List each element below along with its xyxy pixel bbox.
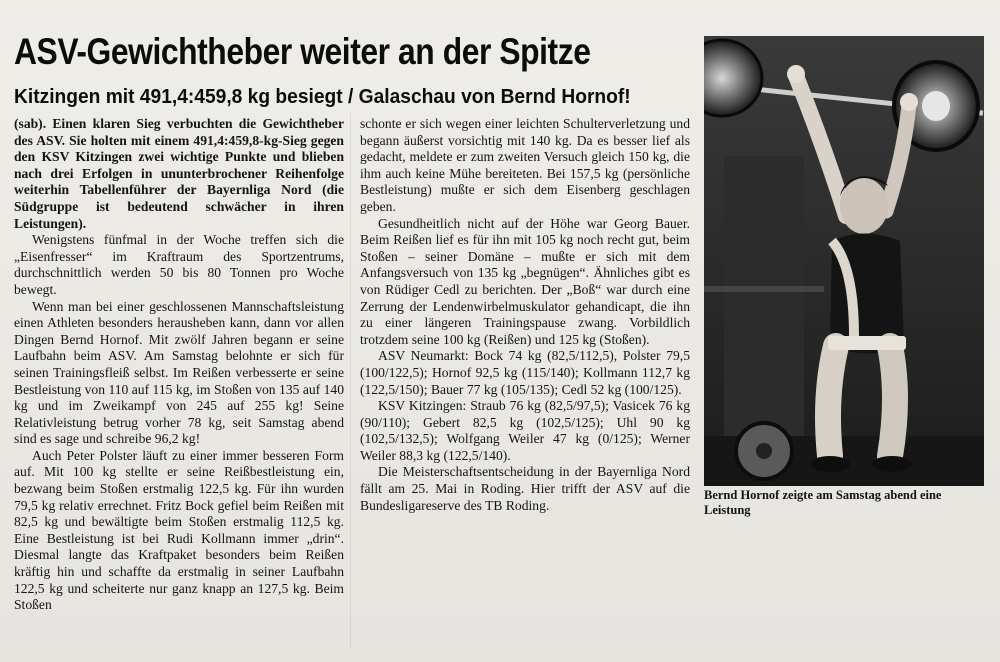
results-kitzingen: KSV Kitzingen: Straub 76 kg (82,5/97,5); Vasicek 76 kg (90/110); Gebert 82,5 kg (102,5/125); Uhl 90 kg (102,5/132,5); Wolfgang Weiler 47 kg (0/125); Werner Weiler 88,3 kg (122,5/140). bbox=[360, 398, 690, 463]
article-lead-paragraph: (sab). Einen klaren Sieg verbuchten die Gewichtheber des ASV. Sie holten mit einem 491,4:459,8-kg-Sieg gegen den KSV Kitzingen zwei wichtige Punkte und blieben nach drei Erfolgen in ununterbrochener Reihenfolge weiterhin Tabellenführer der Bayernliga Nord (die Südgruppe ist bedeutend schwächer in ihren Leistungen). bbox=[14, 116, 344, 231]
weightlifter-photo bbox=[704, 36, 984, 486]
column-divider bbox=[350, 110, 351, 650]
article-paragraph: Wenigstens fünfmal in der Woche treffen sich die „Eisenfresser“ im Kraftraum des Sportzentrums, durchschnittlich werden 50 bis 80 Tonnen pro Woche bewegt. bbox=[14, 232, 344, 297]
article-paragraph: Auch Peter Polster läuft zu einer immer besseren Form auf. Mit 100 kg stellte er seine Reißbestleistung ein, bezwang beim Stoßen erstmalig 122,5 kg. Für ihn wurden 79,5 kg relativ errechnet. Fritz Bock gefiel beim Reißen mit 82,5 kg und bewältigte beim Stoßen erstmalig 112,5 kg. Eine Bestleistung ist bei Rudi Kollmann immer „drin“. Diesmal langte das Kraftpaket besonders beim Reißen kräftig hin und schaffte da erstmalig in seiner Laufbahn 122,5 kg und scheiterte nur ganz knapp an 127,5 kg. Beim Stoßen bbox=[14, 447, 344, 613]
photo-caption: Bernd Hornof zeigte am Samstag abend eine Leistung bbox=[704, 488, 942, 517]
article-paragraph: Gesundheitlich nicht auf der Höhe war Georg Bauer. Beim Reißen lief es für ihn mit 105 kg noch recht gut, beim Stoßen – seiner Domäne – mußte er sich mit dem Anfangsversuch von 135 kg „begnügen“. Ähnliches gibt es von Rüdiger Cedl zu berichten. Der „Boß“ war durch eine Zerrung der Lendenwirbelmuskulator gehandicapt, die ihn zu einer längeren Trainingspause zwang. Vorbildlich trotzdem seine 100 kg (Reißen) und 125 kg (Stoßen). bbox=[360, 215, 690, 347]
article-column-left bbox=[14, 116, 344, 614]
article-headline: ASV-Gewichtheber weiter an der Spitze bbox=[14, 31, 591, 72]
article-paragraph: Die Meisterschaftsentscheidung in der Bayernliga Nord fällt am 25. Mai in Roding. Hier trifft der ASV auf die Bundesligareserve des TB Roding. bbox=[360, 464, 690, 513]
results-neumarkt: ASV Neumarkt: Bock 74 kg (82,5/112,5), Polster 79,5 (100/122,5); Hornof 92,5 kg (115/140); Kollmann 112,7 kg (122,5/150); Bauer 77 kg (105/135); Cedl 52 kg (100/125). bbox=[360, 348, 690, 397]
article-paragraph: Wenn man bei einer geschlossenen Mannschaftsleistung einen Athleten besonders herausheben kann, dann vor allen Dingen Bernd Hornof. Mit zwölf Jahren begann er seine Laufbahn beim ASV. Am Samstag belohnte er sich für seinen Trainingsfleiß selbst. Im Reißen verbesserte er seine Bestleistung von 110 auf 115 kg, im Stoßen von 135 auf 140 kg und im Zweikampf von 245 auf 255 kg! Seine Relativleistung betrug vorher 78 kg, seit Samstag abend sind es sage und schreibe 96,2 kg! bbox=[14, 298, 344, 447]
weightlifter-illustration bbox=[704, 36, 984, 486]
article-column-middle bbox=[360, 116, 690, 514]
article-subheadline: Kitzingen mit 491,4:459,8 kg besiegt / Galaschau von Bernd Hornof! bbox=[14, 86, 631, 108]
article-paragraph: schonte er sich wegen einer leichten Schulterverletzung und begann äußerst vorsichtig mit 140 kg. Da es besser lief als gedacht, meldete er zum zweiten Versuch gleich 150 kg, die ihm auch keine Mühe bereiteten. Bei 157,5 kg (persönliche Bestleistung) mußte er sich dem Eisenberg geschlagen geben. bbox=[360, 116, 690, 214]
